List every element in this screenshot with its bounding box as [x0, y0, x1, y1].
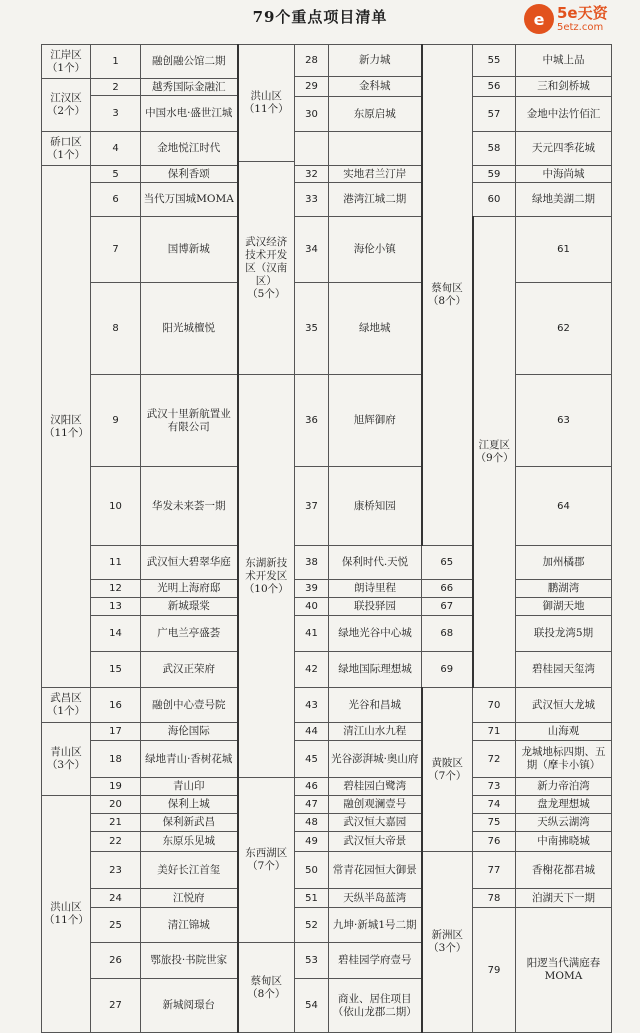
- table-row: [42, 778, 612, 796]
- project-name: 海伦国际: [141, 723, 238, 741]
- project-number: 19: [91, 778, 141, 796]
- district-cell: 汉阳区 （11个）: [42, 166, 91, 688]
- project-name: 天纵云湖湾: [516, 814, 612, 832]
- project-name: 三和剑桥城: [516, 77, 612, 97]
- project-name: 融创融公馆二期: [141, 45, 238, 79]
- project-number: 63: [516, 375, 612, 467]
- district-cell: 武汉经济技术开发区（汉南区） （5个）: [238, 162, 295, 375]
- project-number: 24: [91, 889, 141, 908]
- project-name: 加州橘郡: [516, 546, 612, 580]
- watermark-url: 5etz.com: [557, 21, 604, 33]
- project-number: 26: [91, 943, 141, 979]
- project-number: 59: [473, 166, 516, 183]
- project-number: 79: [473, 908, 516, 1033]
- project-name: 碧桂园天玺湾: [516, 652, 612, 688]
- project-number: 16: [91, 688, 141, 723]
- project-name: 御湖天地: [516, 598, 612, 616]
- project-name: 江悦府: [141, 889, 238, 908]
- table-row: [42, 598, 612, 616]
- project-name: 清江锦城: [141, 908, 238, 943]
- district-cell: 武昌区 （1个）: [42, 688, 91, 723]
- project-number: 28: [295, 45, 329, 77]
- project-number: 53: [295, 943, 329, 979]
- project-name: 实地君兰汀岸: [329, 166, 422, 183]
- district-cell: 蔡甸区 （8个）: [238, 943, 295, 1033]
- district-cell: 江汉区 （2个）: [42, 79, 91, 132]
- project-name: 融创观澜壹号: [329, 796, 422, 814]
- project-name: 中城上品: [516, 45, 612, 77]
- project-number: 11: [91, 546, 141, 580]
- project-number: [295, 132, 329, 166]
- project-name: 盘龙理想城: [516, 796, 612, 814]
- site-logo-icon: e: [524, 4, 554, 34]
- project-name: 联投驿园: [329, 598, 422, 616]
- district-cell: 江岸区 （1个）: [42, 45, 91, 79]
- project-name: 武汉恒大嘉园: [329, 814, 422, 832]
- project-number: 15: [91, 652, 141, 688]
- project-number: 75: [473, 814, 516, 832]
- project-name: 碧桂园学府壹号: [329, 943, 422, 979]
- project-name: 海伦小镇: [329, 217, 422, 283]
- project-number: 44: [295, 723, 329, 741]
- project-name: 保利新武昌: [141, 814, 238, 832]
- table-row: [42, 616, 612, 652]
- project-number: 61: [516, 217, 612, 283]
- district-cell: 洪山区 （11个）: [42, 796, 91, 1033]
- project-number: 17: [91, 723, 141, 741]
- project-name: 旭辉御府: [329, 375, 422, 467]
- table-row: [42, 217, 612, 283]
- project-number: 29: [295, 77, 329, 97]
- project-name: 越秀国际金融汇: [141, 79, 238, 96]
- project-name: 武汉恒大龙城: [516, 688, 612, 723]
- table-row: [42, 688, 612, 723]
- project-number: 74: [473, 796, 516, 814]
- project-name: 九坤·新城1号二期: [329, 908, 422, 943]
- project-name: 绿地青山·香树花城: [141, 741, 238, 778]
- project-number: 65: [422, 546, 473, 580]
- project-number: 3: [91, 96, 141, 132]
- project-number: 69: [422, 652, 473, 688]
- table-row: [42, 375, 612, 467]
- project-number: 64: [516, 467, 612, 546]
- project-number: 32: [295, 166, 329, 183]
- project-number: 43: [295, 688, 329, 723]
- project-number: 21: [91, 814, 141, 832]
- project-name: 阳光城檀悦: [141, 283, 238, 375]
- project-name: 港湾江城二期: [329, 183, 422, 217]
- project-number: 66: [422, 580, 473, 598]
- project-number: 1: [91, 45, 141, 79]
- district-cell: 青山区 （3个）: [42, 723, 91, 796]
- project-number: 72: [473, 741, 516, 778]
- project-number: 70: [473, 688, 516, 723]
- project-number: 52: [295, 908, 329, 943]
- project-number: 48: [295, 814, 329, 832]
- project-name: 保利香颂: [141, 166, 238, 183]
- project-name: 武汉正荣府: [141, 652, 238, 688]
- project-name: 商业、居住项目（依山龙郡二期）: [329, 979, 422, 1033]
- watermark-brand: 5e天资: [557, 3, 608, 22]
- project-name: 龙城地标四期、五期（摩卡小镇）: [516, 741, 612, 778]
- project-number: 7: [91, 217, 141, 283]
- project-number: 12: [91, 580, 141, 598]
- page-title: 79个重点项目清单: [252, 8, 388, 26]
- project-number: 46: [295, 778, 329, 796]
- project-number: 9: [91, 375, 141, 467]
- project-name: 武汉恒大碧翠华庭: [141, 546, 238, 580]
- district-cell: 江夏区 （9个）: [473, 217, 516, 688]
- project-number: 45: [295, 741, 329, 778]
- project-number: 42: [295, 652, 329, 688]
- project-number: 25: [91, 908, 141, 943]
- project-name: 东原乐见城: [141, 832, 238, 852]
- table-row: [42, 832, 612, 852]
- project-name: 新力帝泊湾: [516, 778, 612, 796]
- project-number: 8: [91, 283, 141, 375]
- project-name: 绿地美湖二期: [516, 183, 612, 217]
- project-name: 融创中心壹号院: [141, 688, 238, 723]
- project-name: 当代万国城MOMA: [141, 183, 238, 217]
- project-number: 27: [91, 979, 141, 1033]
- project-name: 阳逻当代满庭春MOMA: [516, 908, 612, 1033]
- table-row: [42, 723, 612, 741]
- project-number: 73: [473, 778, 516, 796]
- project-name: 绿地光谷中心城: [329, 616, 422, 652]
- project-name: 国博新城: [141, 217, 238, 283]
- project-number: 77: [473, 852, 516, 889]
- project-number: 23: [91, 852, 141, 889]
- project-name: [329, 132, 422, 166]
- project-name: 广电兰亭盛荟: [141, 616, 238, 652]
- project-name: 天纵半岛蓝湾: [329, 889, 422, 908]
- project-list-table: [41, 44, 612, 1033]
- project-number: 6: [91, 183, 141, 217]
- project-name: 光谷和昌城: [329, 688, 422, 723]
- table-row: [42, 580, 612, 598]
- table-row: [42, 814, 612, 832]
- project-number: 5: [91, 166, 141, 183]
- project-name: 光明上海府邸: [141, 580, 238, 598]
- project-number: 22: [91, 832, 141, 852]
- project-name: 武汉十里新航置业有限公司: [141, 375, 238, 467]
- project-number: 30: [295, 97, 329, 132]
- project-number: 71: [473, 723, 516, 741]
- project-name: 联投龙湾5期: [516, 616, 612, 652]
- project-number: 68: [422, 616, 473, 652]
- project-name: 碧桂园白鹭湾: [329, 778, 422, 796]
- project-number: 2: [91, 79, 141, 96]
- project-number: 14: [91, 616, 141, 652]
- project-name: 天元四季花城: [516, 132, 612, 166]
- project-number: 56: [473, 77, 516, 97]
- project-number: 50: [295, 852, 329, 889]
- project-name: 康桥知园: [329, 467, 422, 546]
- project-name: 武汉恒大帝景: [329, 832, 422, 852]
- project-number: 57: [473, 97, 516, 132]
- table-row: [42, 741, 612, 778]
- district-cell: 东西湖区 （7个）: [238, 778, 295, 943]
- project-number: 4: [91, 132, 141, 166]
- table-row: [42, 652, 612, 688]
- table-row: [42, 467, 612, 546]
- project-name: 中海尚城: [516, 166, 612, 183]
- project-name: 新城阅璟台: [141, 979, 238, 1033]
- project-name: 绿地城: [329, 283, 422, 375]
- table-row: [42, 908, 612, 943]
- table-row: [42, 889, 612, 908]
- project-name: 中南拂晓城: [516, 832, 612, 852]
- project-name: 鹏湖湾: [516, 580, 612, 598]
- project-name: 朗诗里程: [329, 580, 422, 598]
- project-name: 青山印: [141, 778, 238, 796]
- district-cell: 东湖新技术开发区 （10个）: [238, 375, 295, 778]
- site-watermark: [524, 2, 632, 36]
- project-number: 51: [295, 889, 329, 908]
- table-row: [42, 283, 612, 375]
- table-row: [42, 546, 612, 580]
- project-number: 37: [295, 467, 329, 546]
- project-number: 10: [91, 467, 141, 546]
- table-row: [42, 183, 612, 217]
- project-name: 金科城: [329, 77, 422, 97]
- project-number: 40: [295, 598, 329, 616]
- project-name: 东原启城: [329, 97, 422, 132]
- project-number: 36: [295, 375, 329, 467]
- project-number: 76: [473, 832, 516, 852]
- project-name: 香榭花都君城: [516, 852, 612, 889]
- project-name: 清江山水九程: [329, 723, 422, 741]
- project-name: 常青花园恒大御景: [329, 852, 422, 889]
- project-number: 34: [295, 217, 329, 283]
- project-number: 20: [91, 796, 141, 814]
- project-name: 新力城: [329, 45, 422, 77]
- project-number: 38: [295, 546, 329, 580]
- district-cell: 黄陂区 （7个）: [422, 688, 473, 852]
- project-number: 55: [473, 45, 516, 77]
- project-name: 鄂旅投·书院世家: [141, 943, 238, 979]
- project-name: 绿地国际理想城: [329, 652, 422, 688]
- project-number: 39: [295, 580, 329, 598]
- project-number: 35: [295, 283, 329, 375]
- table-row: [42, 166, 612, 183]
- project-name: 华发未来荟一期: [141, 467, 238, 546]
- project-name: 新城璟棠: [141, 598, 238, 616]
- project-number: 58: [473, 132, 516, 166]
- table-row: [42, 852, 612, 889]
- project-name: 保利上城: [141, 796, 238, 814]
- table-row: [42, 45, 612, 77]
- project-name: 金地悦江时代: [141, 132, 238, 166]
- project-name: 美好长江首玺: [141, 852, 238, 889]
- project-number: 47: [295, 796, 329, 814]
- project-number: 62: [516, 283, 612, 375]
- district-cell: 新洲区 （3个）: [422, 852, 473, 1033]
- project-number: 78: [473, 889, 516, 908]
- district-cell: 洪山区 （11个）: [238, 45, 295, 162]
- district-cell: 硚口区 （1个）: [42, 132, 91, 166]
- project-name: 光谷澎湃城·奥山府: [329, 741, 422, 778]
- table-row: [42, 796, 612, 814]
- project-number: 60: [473, 183, 516, 217]
- project-number: 33: [295, 183, 329, 217]
- project-name: 保利时代.天悦: [329, 546, 422, 580]
- project-number: 54: [295, 979, 329, 1033]
- table-row: [42, 132, 612, 136]
- project-number: 49: [295, 832, 329, 852]
- project-name: 金地中法竹佰汇: [516, 97, 612, 132]
- project-name: 山海观: [516, 723, 612, 741]
- district-cell: 蔡甸区 （8个）: [422, 45, 473, 546]
- project-number: 41: [295, 616, 329, 652]
- project-number: 18: [91, 741, 141, 778]
- project-number: 13: [91, 598, 141, 616]
- project-name: 中国水电·盛世江城: [141, 96, 238, 132]
- project-number: 67: [422, 598, 473, 616]
- project-name: 泊湖天下一期: [516, 889, 612, 908]
